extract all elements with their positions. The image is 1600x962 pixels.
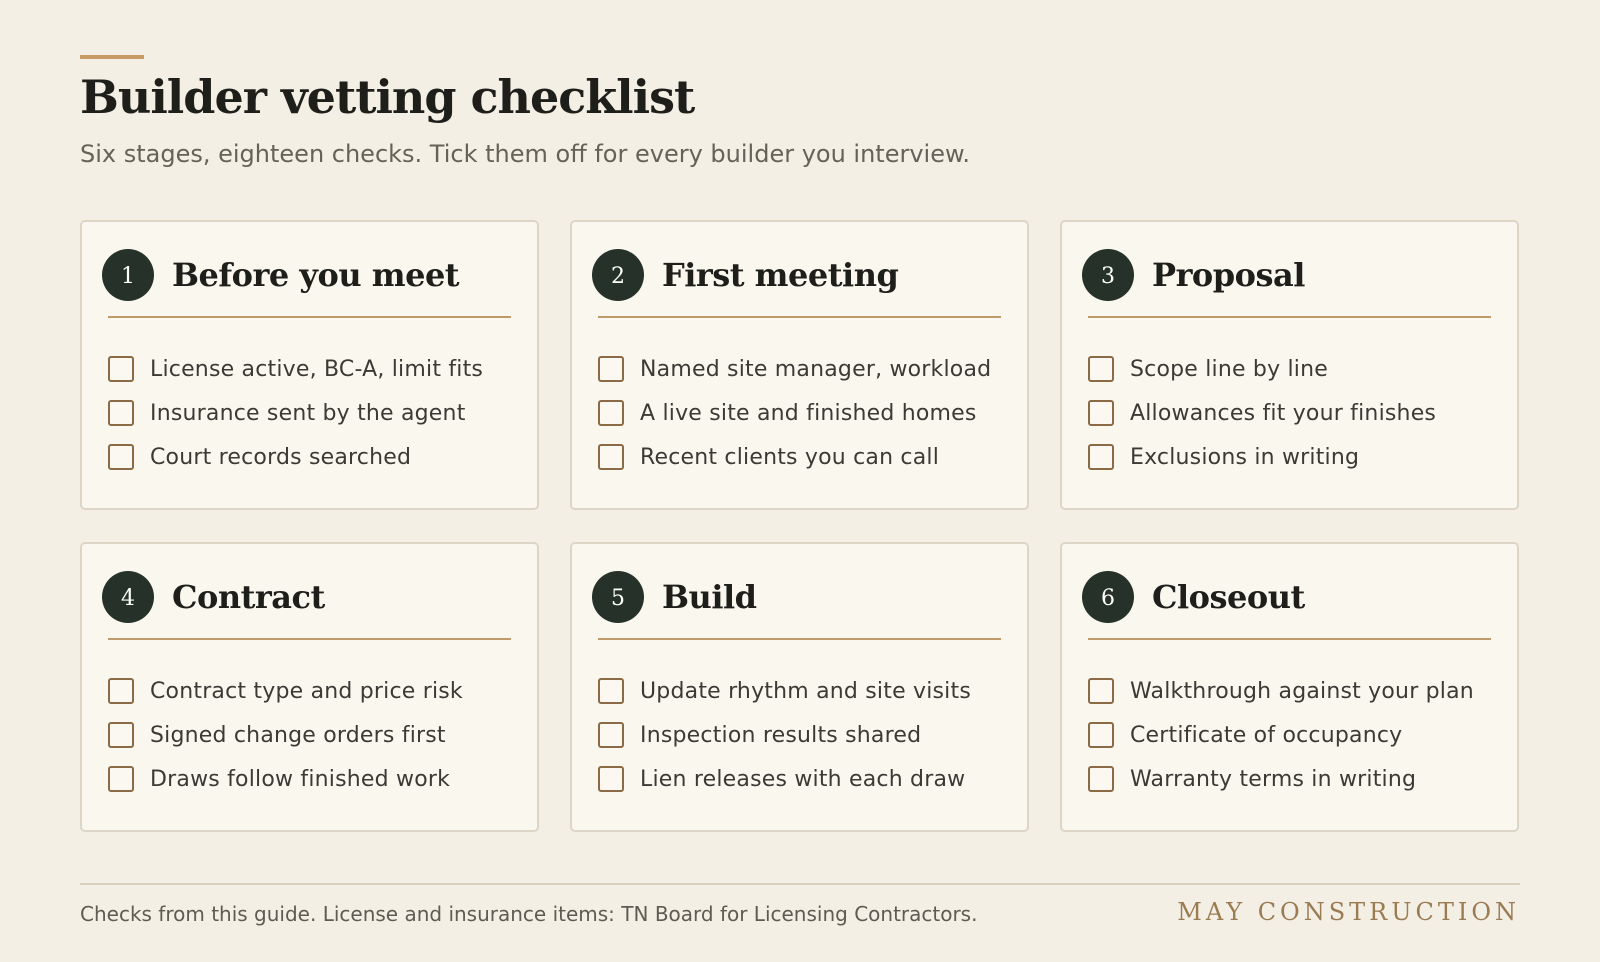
checkbox[interactable] [1088,678,1114,704]
checklist [1088,666,1491,804]
stage-title: Proposal [1152,256,1305,294]
checklist-item-label: Insurance sent by the agent [150,400,466,426]
checklist-item[interactable] [1088,666,1491,716]
stage-header [102,570,511,624]
checklist-item[interactable] [598,388,1001,438]
stage-divider [1088,638,1491,640]
stage-divider [108,316,511,318]
stage-header [592,248,1001,302]
checklist [598,666,1001,804]
checkbox[interactable] [598,722,624,748]
checklist-item-label: Warranty terms in writing [1130,766,1417,792]
checklist-item-label: Recent clients you can call [640,444,940,470]
checkbox[interactable] [1088,722,1114,748]
checkbox[interactable] [108,722,134,748]
checkbox[interactable] [598,356,624,382]
stage-card-proposal [1060,220,1519,510]
stage-number-badge: 1 [102,249,154,301]
checklist [108,666,511,804]
checklist-item-label: Signed change orders first [150,722,446,748]
stage-card-first-meeting [570,220,1029,510]
stage-number-badge: 6 [1082,571,1134,623]
checklist-item-label: A live site and finished homes [640,400,977,426]
checklist-item-label: License active, BC-A, limit fits [150,356,484,382]
stage-number-badge: 5 [592,571,644,623]
checklist-item-label: Exclusions in writing [1130,444,1360,470]
stage-number-badge: 4 [102,571,154,623]
checkbox[interactable] [108,444,134,470]
stage-title: Contract [172,578,325,616]
stage-header [1082,248,1491,302]
checklist-item-label: Inspection results shared [640,722,922,748]
checkbox[interactable] [1088,766,1114,792]
checklist-item-label: Walkthrough against your plan [1130,678,1474,704]
stage-title: Closeout [1152,578,1305,616]
checklist [598,344,1001,482]
checklist-item[interactable] [598,344,1001,394]
checkbox[interactable] [108,356,134,382]
checkbox[interactable] [598,400,624,426]
stage-header [1082,570,1491,624]
checklist-item[interactable] [598,432,1001,482]
checklist [1088,344,1491,482]
checklist-item[interactable] [108,710,511,760]
checkbox[interactable] [1088,400,1114,426]
brand-wordmark: MAY CONSTRUCTION [1177,898,1520,926]
stage-card-build [570,542,1029,832]
checklist-item[interactable] [108,388,511,438]
checkbox[interactable] [108,766,134,792]
checklist-item[interactable] [1088,388,1491,438]
stage-card-before-you-meet [80,220,539,510]
checklist-item[interactable] [1088,432,1491,482]
stage-card-closeout [1060,542,1519,832]
page-subtitle: Six stages, eighteen checks. Tick them off for every builder you interview. [80,140,971,168]
stage-divider [108,638,511,640]
stage-divider [598,316,1001,318]
checklist-item-label: Court records searched [150,444,412,470]
stage-title: Build [662,578,757,616]
checklist-item-label: Lien releases with each draw [640,766,966,792]
stage-grid [80,220,1519,832]
stage-title: Before you meet [172,256,460,294]
stage-header [102,248,511,302]
stage-card-contract [80,542,539,832]
stage-divider [1088,316,1491,318]
checklist-item[interactable] [598,754,1001,804]
checklist-item[interactable] [598,710,1001,760]
checklist-item[interactable] [108,754,511,804]
footer-divider [80,883,1520,885]
checklist-item-label: Certificate of occupancy [1130,722,1403,748]
checklist-item-label: Allowances fit your finishes [1130,400,1437,426]
checklist-item-label: Update rhythm and site visits [640,678,971,704]
footer-source-note: Checks from this guide. License and insurance items: TN Board for Licensing Contractors. [80,902,978,926]
checkbox[interactable] [598,444,624,470]
checklist-item[interactable] [1088,344,1491,394]
title-accent-rule [80,55,144,59]
checklist-item[interactable] [598,666,1001,716]
checklist-item-label: Scope line by line [1130,356,1328,382]
checkbox[interactable] [598,766,624,792]
checkbox[interactable] [108,400,134,426]
checkbox[interactable] [598,678,624,704]
page-title: Builder vetting checklist [80,70,695,124]
checklist-item[interactable] [108,432,511,482]
stage-number-badge: 3 [1082,249,1134,301]
stage-header [592,570,1001,624]
checkbox[interactable] [1088,356,1114,382]
stage-title: First meeting [662,256,899,294]
checklist-item[interactable] [108,344,511,394]
stage-divider [598,638,1001,640]
stage-number-badge: 2 [592,249,644,301]
checklist-item-label: Contract type and price risk [150,678,463,704]
checklist-item[interactable] [108,666,511,716]
checklist-item-label: Draws follow finished work [150,766,451,792]
checkbox[interactable] [108,678,134,704]
checklist-item[interactable] [1088,710,1491,760]
checklist-item-label: Named site manager, workload [640,356,992,382]
checklist-item[interactable] [1088,754,1491,804]
checkbox[interactable] [1088,444,1114,470]
checklist [108,344,511,482]
